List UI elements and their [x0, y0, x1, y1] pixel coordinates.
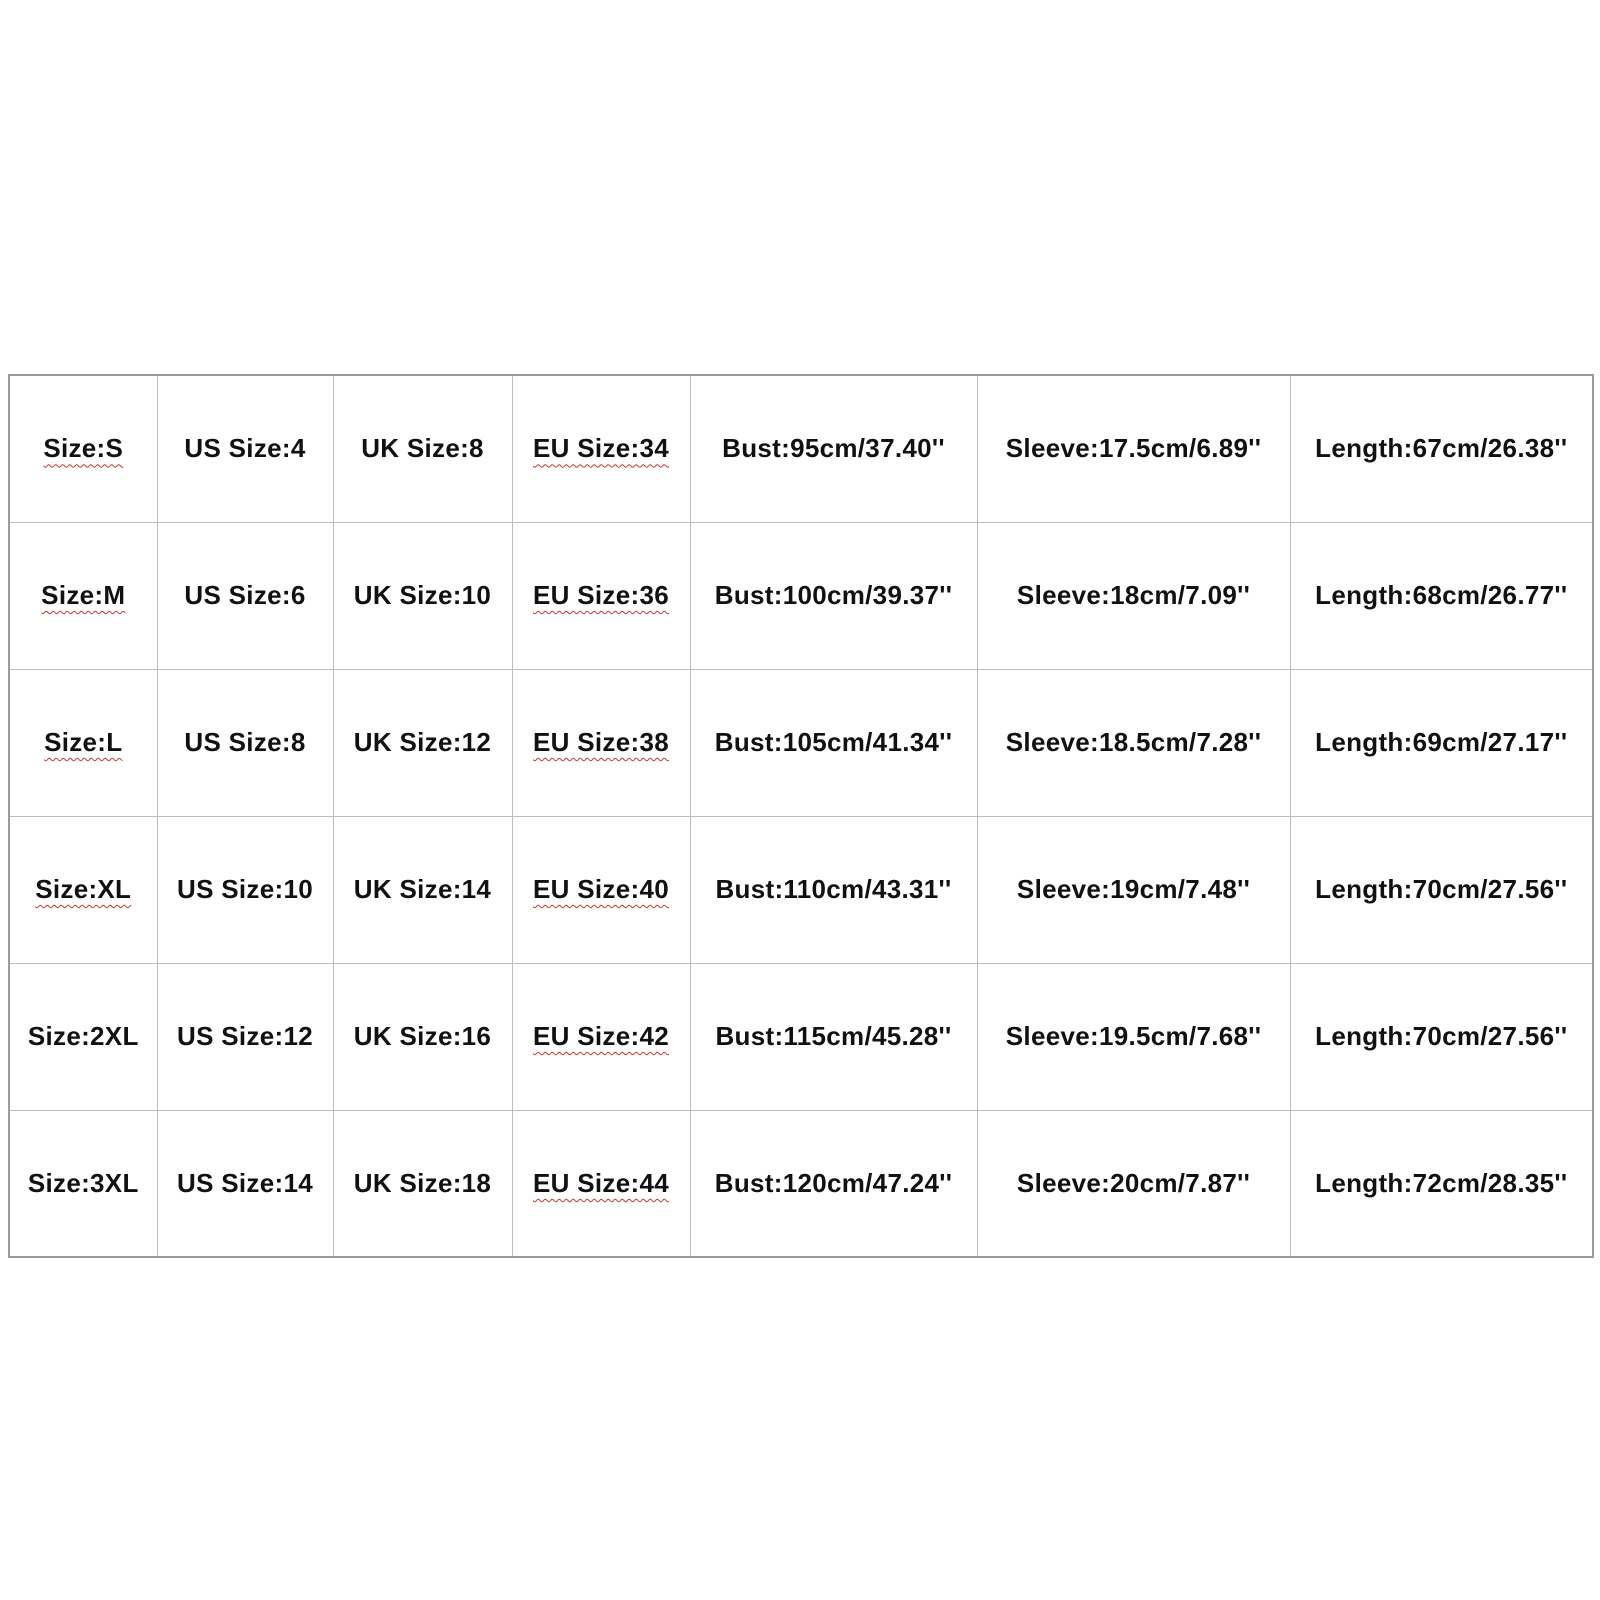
us-size-cell: US Size:4	[157, 375, 333, 522]
uk-size-cell: UK Size:12	[333, 669, 512, 816]
us-size-cell: US Size:12	[157, 963, 333, 1110]
sleeve-cell: Sleeve:18cm/7.09''	[977, 522, 1290, 669]
eu-size-cell: EU Size:44	[512, 1110, 690, 1257]
length-cell: Length:68cm/26.77''	[1290, 522, 1593, 669]
table-row	[9, 1110, 1593, 1257]
us-size-cell: US Size:6	[157, 522, 333, 669]
size-cell: Size:XL	[9, 816, 157, 963]
size-cell: Size:S	[9, 375, 157, 522]
size-cell: Size:2XL	[9, 963, 157, 1110]
table-row	[9, 963, 1593, 1110]
size-cell: Size:L	[9, 669, 157, 816]
sleeve-cell: Sleeve:19.5cm/7.68''	[977, 963, 1290, 1110]
eu-size-cell: EU Size:36	[512, 522, 690, 669]
uk-size-cell: UK Size:14	[333, 816, 512, 963]
length-cell: Length:72cm/28.35''	[1290, 1110, 1593, 1257]
size-cell: Size:M	[9, 522, 157, 669]
sleeve-cell: Sleeve:18.5cm/7.28''	[977, 669, 1290, 816]
length-cell: Length:70cm/27.56''	[1290, 816, 1593, 963]
sleeve-cell: Sleeve:20cm/7.87''	[977, 1110, 1290, 1257]
table-row	[9, 522, 1593, 669]
size-cell: Size:3XL	[9, 1110, 157, 1257]
length-cell: Length:69cm/27.17''	[1290, 669, 1593, 816]
eu-size-cell: EU Size:42	[512, 963, 690, 1110]
uk-size-cell: UK Size:10	[333, 522, 512, 669]
sleeve-cell: Sleeve:19cm/7.48''	[977, 816, 1290, 963]
us-size-cell: US Size:8	[157, 669, 333, 816]
bust-cell: Bust:100cm/39.37''	[690, 522, 977, 669]
eu-size-cell: EU Size:40	[512, 816, 690, 963]
bust-cell: Bust:110cm/43.31''	[690, 816, 977, 963]
bust-cell: Bust:95cm/37.40''	[690, 375, 977, 522]
bust-cell: Bust:105cm/41.34''	[690, 669, 977, 816]
length-cell: Length:70cm/27.56''	[1290, 963, 1593, 1110]
sleeve-cell: Sleeve:17.5cm/6.89''	[977, 375, 1290, 522]
length-cell: Length:67cm/26.38''	[1290, 375, 1593, 522]
eu-size-cell: EU Size:34	[512, 375, 690, 522]
eu-size-cell: EU Size:38	[512, 669, 690, 816]
uk-size-cell: UK Size:16	[333, 963, 512, 1110]
us-size-cell: US Size:10	[157, 816, 333, 963]
table-row	[9, 669, 1593, 816]
table-row	[9, 816, 1593, 963]
uk-size-cell: UK Size:8	[333, 375, 512, 522]
us-size-cell: US Size:14	[157, 1110, 333, 1257]
size-chart-table	[8, 374, 1594, 1258]
bust-cell: Bust:115cm/45.28''	[690, 963, 977, 1110]
table-row	[9, 375, 1593, 522]
uk-size-cell: UK Size:18	[333, 1110, 512, 1257]
bust-cell: Bust:120cm/47.24''	[690, 1110, 977, 1257]
